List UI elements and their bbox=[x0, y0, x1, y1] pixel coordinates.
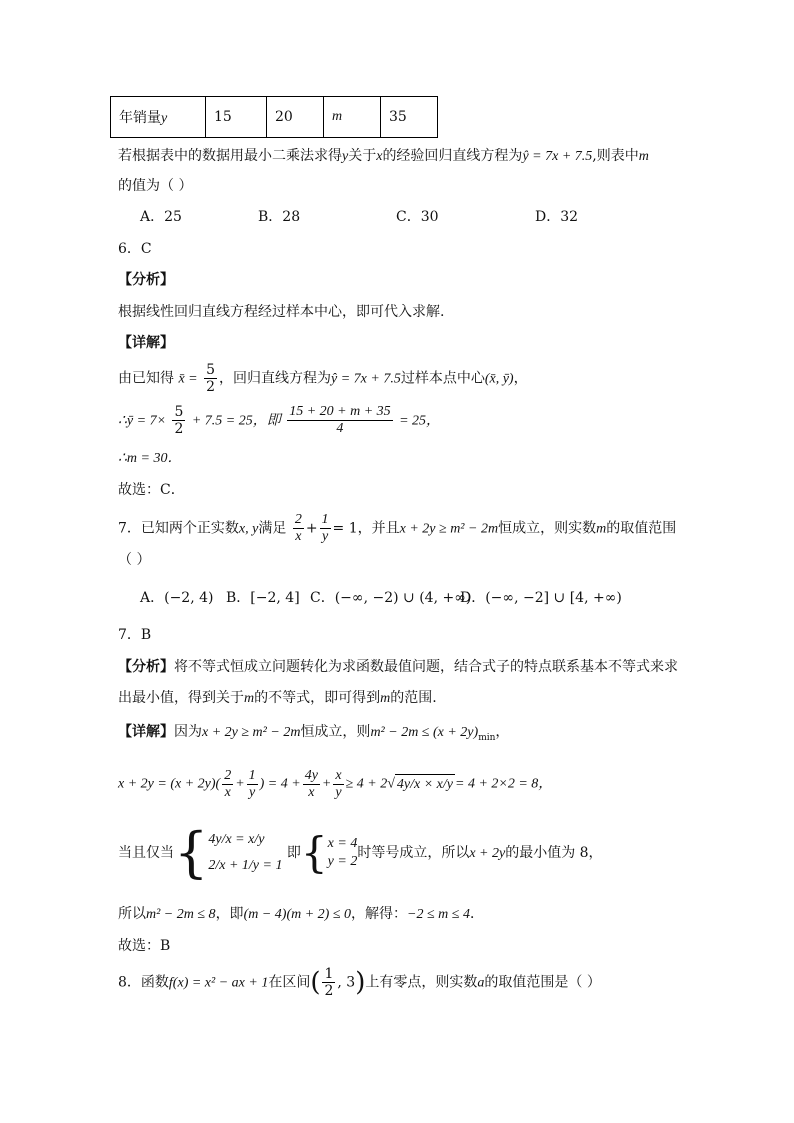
numerator: 4y bbox=[304, 768, 318, 783]
numerator: 1 bbox=[321, 512, 329, 527]
denominator: 2 bbox=[324, 983, 334, 999]
var: x bbox=[376, 149, 383, 164]
denominator: y bbox=[335, 785, 342, 800]
q6-detail-line3: ∴m = 30． bbox=[118, 451, 182, 466]
option-d: D．32 bbox=[535, 209, 579, 225]
table-cell: m bbox=[324, 97, 381, 138]
fraction bbox=[204, 362, 217, 395]
system-row: x = 4 bbox=[327, 836, 358, 851]
fraction bbox=[320, 512, 331, 545]
q7-detail-line1 bbox=[118, 722, 509, 748]
denominator: y bbox=[321, 529, 329, 544]
fraction bbox=[293, 512, 304, 545]
q7-answer: 7．B bbox=[118, 627, 152, 643]
paren-icon: ( bbox=[310, 967, 321, 998]
sqrt-radicand: 4y/x × x/y bbox=[395, 774, 455, 795]
q8-stem bbox=[118, 966, 601, 999]
math: f(x) = x² − ax + 1 bbox=[168, 975, 269, 991]
text: ，回归直线方程为 bbox=[219, 370, 331, 387]
text: 7．已知两个正实数 bbox=[118, 520, 239, 537]
math: ) = 4 + bbox=[259, 776, 301, 792]
text: 的不等式，即可得到 bbox=[254, 690, 381, 706]
q6-detail-line2 bbox=[118, 404, 440, 437]
denominator: x bbox=[308, 785, 315, 800]
text: 时等号成立，所以 bbox=[357, 845, 470, 861]
math: x + 2y ≥ m² − 2m bbox=[399, 521, 499, 537]
math: x + 2y bbox=[469, 846, 506, 861]
numerator: 15 + 20 + m + 35 bbox=[289, 404, 391, 419]
q6-analysis-text: 根据线性回归直线方程经过样本中心，即可代入求解. bbox=[118, 304, 445, 320]
numerator: 1 bbox=[248, 768, 256, 783]
text: 由已知得 bbox=[118, 370, 174, 387]
denominator: 4 bbox=[336, 421, 344, 436]
option-a: A．25 bbox=[140, 209, 182, 225]
var: m bbox=[244, 691, 255, 706]
text: ，即 bbox=[215, 906, 244, 922]
text: 出最小值，得到关于 bbox=[118, 690, 244, 706]
denominator: x bbox=[224, 785, 231, 800]
math: + bbox=[321, 776, 332, 792]
text: 的取值范围是（ ） bbox=[484, 974, 601, 991]
table-cell: 15 bbox=[206, 97, 267, 138]
var: m bbox=[380, 691, 391, 706]
equation: ŷ = 7x + 7.5 bbox=[331, 371, 401, 387]
text: 即 bbox=[286, 845, 301, 861]
text: 当且仅当 bbox=[118, 845, 174, 861]
text: ,则表中 bbox=[592, 148, 639, 164]
option-c: C．(−∞, −2) ∪ (4, +∞) bbox=[310, 590, 472, 606]
system-row: y = 2 bbox=[327, 854, 358, 869]
option-d: D．(−∞, −2] ∪ [4, +∞) bbox=[460, 590, 622, 606]
system-row: 2/x + 1/y = 1 bbox=[208, 858, 283, 873]
var: y bbox=[342, 149, 349, 164]
brace-icon: { bbox=[300, 828, 328, 877]
text: 的范围. bbox=[390, 690, 437, 706]
row-var: y bbox=[161, 111, 168, 126]
q7-stem-line1 bbox=[118, 512, 676, 545]
q6-stem-line1 bbox=[118, 146, 649, 167]
q7-stem-line2: （ ） bbox=[118, 552, 151, 568]
numerator: 5 bbox=[206, 362, 215, 378]
math: x̄ = bbox=[178, 371, 198, 387]
q6-detail-head: 【详解】 bbox=[118, 335, 174, 351]
text: 若根据表中的数据用最小二乘法求得 bbox=[118, 148, 342, 164]
text: 上有零点，则实数 bbox=[365, 974, 478, 991]
text: ． bbox=[469, 906, 484, 922]
option-b: B．[−2, 4] bbox=[226, 590, 300, 606]
fraction bbox=[303, 768, 320, 801]
numerator: 5 bbox=[174, 404, 184, 420]
table-cell: 20 bbox=[267, 97, 324, 138]
brace-icon: { bbox=[174, 821, 209, 884]
math: m² − 2m ≤ 8 bbox=[146, 907, 216, 922]
q6-stem-line2: 的值为（ ） bbox=[118, 178, 193, 194]
row-label: 年销量 bbox=[119, 110, 161, 126]
text: 在区间 bbox=[268, 974, 311, 991]
math: (x̄, ȳ) bbox=[484, 371, 514, 387]
math: + bbox=[235, 776, 245, 792]
numerator: x bbox=[335, 768, 342, 783]
text: 关于 bbox=[348, 148, 377, 164]
fraction bbox=[322, 966, 335, 999]
text: 8．函数 bbox=[118, 974, 169, 991]
fraction bbox=[333, 768, 343, 801]
q7-analysis-line1 bbox=[118, 657, 678, 677]
q7-choose: 故选：B bbox=[118, 938, 171, 954]
math: x + 2y = (x + 2y)( bbox=[118, 776, 221, 792]
math: + bbox=[305, 520, 318, 537]
subscript: min bbox=[478, 732, 496, 743]
system-row: 4y/x = x/y bbox=[208, 832, 265, 847]
q7-analysis-line2 bbox=[118, 688, 437, 709]
equation-system bbox=[208, 827, 282, 879]
math: −2 ≤ m ≤ 4 bbox=[407, 907, 470, 922]
detail-head: 【详解】 bbox=[118, 724, 174, 740]
fraction bbox=[247, 768, 258, 801]
denominator: x bbox=[295, 529, 302, 544]
fraction bbox=[172, 404, 185, 437]
sales-table bbox=[110, 96, 438, 138]
paren-icon: ) bbox=[355, 967, 366, 998]
math: = 25， bbox=[399, 413, 441, 429]
fraction bbox=[222, 768, 233, 801]
text: 的最小值为 8， bbox=[505, 845, 603, 861]
math: (m − 4)(m + 2) ≤ 0 bbox=[243, 907, 352, 922]
text: 过样本点中心 bbox=[400, 370, 485, 387]
text: ， bbox=[495, 724, 510, 740]
table-cell: 35 bbox=[381, 97, 438, 138]
table-row bbox=[111, 97, 438, 138]
math: ∴ȳ = 7× bbox=[118, 413, 167, 429]
math: ≥ 4 + 2 bbox=[345, 776, 388, 792]
equation-system bbox=[328, 835, 358, 871]
q6-choose: 故选：C． bbox=[118, 482, 185, 498]
math: x + 2y ≥ m² − 2m bbox=[202, 725, 301, 740]
math: , 3 bbox=[337, 974, 356, 991]
q7-detail-line4 bbox=[118, 904, 484, 925]
q6-analysis-head: 【分析】 bbox=[118, 272, 174, 288]
q6-detail-line1 bbox=[118, 362, 528, 395]
option-c: C．30 bbox=[396, 209, 439, 225]
option-b: B．28 bbox=[258, 209, 301, 225]
text: ， bbox=[513, 370, 528, 387]
text: 的经验回归直线方程为 bbox=[382, 148, 523, 164]
math: + 7.5 = 25，即 bbox=[191, 413, 281, 429]
numerator: 2 bbox=[294, 512, 302, 527]
var: m bbox=[638, 149, 649, 164]
text: 满足 bbox=[258, 520, 287, 537]
numerator: 2 bbox=[224, 768, 232, 783]
math: x, y bbox=[238, 521, 259, 537]
text: = 1，并且 bbox=[332, 520, 400, 537]
q7-detail-line2: x + 2y = (x + 2y)( $\frac{2}{x}$ + $\frac{1}{y}$ ) = 4 + $\frac{4y}{x}$ + $\frac{x}{y}$ ≥ 4 + 2√ 4y/x × x/y = 4 + 2×2 = 8， bbox=[118, 768, 553, 800]
text: 所以 bbox=[118, 906, 146, 922]
text: 恒成立，则 bbox=[300, 724, 371, 740]
analysis-head: 【分析】 bbox=[118, 659, 174, 675]
text: 因为 bbox=[174, 724, 202, 740]
equation: ŷ = 7x + 7.5 bbox=[522, 149, 593, 164]
math: = 4 + 2×2 = 8， bbox=[455, 776, 553, 792]
text: 恒成立，则实数 bbox=[498, 520, 597, 537]
math: m² − 2m ≤ (x + 2y) bbox=[370, 725, 479, 740]
denominator: 2 bbox=[174, 421, 184, 437]
q7-detail-line3 bbox=[118, 821, 603, 884]
text: 将不等式恒成立问题转化为求函数最值问题，结合式子的特点联系基本不等式来求 bbox=[174, 659, 678, 675]
text: 的取值范围 bbox=[606, 520, 677, 537]
var: a bbox=[477, 975, 485, 991]
var: m bbox=[596, 521, 607, 537]
denominator: 2 bbox=[206, 379, 215, 395]
table-header-cell bbox=[111, 97, 206, 138]
q6-answer: 6．C bbox=[118, 241, 152, 257]
numerator: 1 bbox=[324, 966, 334, 982]
text: ，解得： bbox=[351, 906, 408, 922]
option-a: A．(−2, 4) bbox=[140, 590, 214, 606]
denominator: y bbox=[249, 785, 256, 800]
fraction bbox=[287, 404, 392, 437]
